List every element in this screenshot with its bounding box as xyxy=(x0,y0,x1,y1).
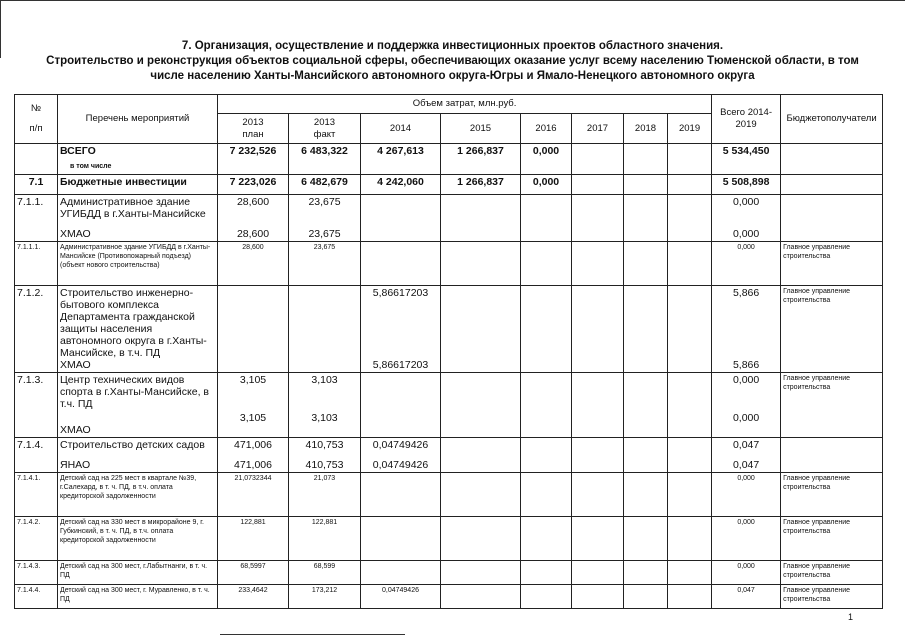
table-row-total xyxy=(15,144,883,175)
row-total: 0,000 xyxy=(712,517,781,561)
row-2016 xyxy=(521,473,572,517)
row-2019 xyxy=(668,373,712,438)
row-2013-fact: 173,212 xyxy=(289,585,361,609)
row-2015 xyxy=(441,242,521,286)
header-recipients: Бюджетополучатели xyxy=(781,95,883,144)
title-line-3: числе населению Ханты-Мансийского автономного округа-Югры и Ямало-Ненецкого автономного округа xyxy=(150,70,755,82)
row-name: Центр технических видов спорта в г.Ханты-Мансийске, в т.ч. ПД ХМАО xyxy=(58,373,218,438)
table-row-7-1-1-1 xyxy=(15,242,883,286)
row-2018 xyxy=(624,175,668,195)
row-recipient: Главное управление строительства xyxy=(781,373,883,438)
row-num: 7.1.4.3. xyxy=(15,561,58,585)
row-2014: 5,86617203 5,86617203 xyxy=(361,286,441,373)
row-2017 xyxy=(572,373,624,438)
row-2019 xyxy=(668,144,712,175)
row-2013-fact: 6 482,679 xyxy=(289,175,361,195)
header-2015: 2015 xyxy=(441,114,521,144)
row-2016 xyxy=(521,517,572,561)
row-2014: 0,04749426 0,04749426 xyxy=(361,438,441,473)
row-2013-plan: 68,5997 xyxy=(218,561,289,585)
row-2018 xyxy=(624,286,668,373)
row-2014: 0,04749426 xyxy=(361,585,441,609)
row-2013-plan: 233,4642 xyxy=(218,585,289,609)
row-2014: 4 267,613 xyxy=(361,144,441,175)
row-2016: 0,000 xyxy=(521,175,572,195)
budget-table xyxy=(14,94,883,609)
row-2015 xyxy=(441,286,521,373)
header-total: Всего 2014- 2019 xyxy=(712,95,781,144)
header-2014: 2014 xyxy=(361,114,441,144)
row-num: 7.1.3. xyxy=(15,373,58,438)
title-line-1: 7. Организация, осуществление и поддержка инвестиционных проектов областного значения. xyxy=(181,40,724,52)
row-2014 xyxy=(361,517,441,561)
table-row-7-1 xyxy=(15,175,883,195)
row-total: 0,000 xyxy=(712,473,781,517)
row-total: 5 534,450 xyxy=(712,144,781,175)
row-2013-plan: 21,0732344 xyxy=(218,473,289,517)
row-2018 xyxy=(624,242,668,286)
row-2017 xyxy=(572,517,624,561)
row-2013-plan: 28,600 xyxy=(218,242,289,286)
row-recipient: Главное управление строительства xyxy=(781,286,883,373)
row-2016 xyxy=(521,438,572,473)
row-num: 7.1 xyxy=(15,175,58,195)
header-2019: 2019 xyxy=(668,114,712,144)
row-num: 7.1.1.1. xyxy=(15,242,58,286)
row-total: 5 508,898 xyxy=(712,175,781,195)
row-2017 xyxy=(572,585,624,609)
row-total: 0,047 0,047 xyxy=(712,438,781,473)
row-2013-fact: 6 483,322 xyxy=(289,144,361,175)
row-2013-fact: 122,881 xyxy=(289,517,361,561)
row-2013-plan: 122,881 xyxy=(218,517,289,561)
row-name: Строительство инженерно-бытового комплекса Департамента гражданской защиты населения автономного округа в г.Ханты-Мансийске, в т.ч. ПД ХМАО xyxy=(58,286,218,373)
row-2015 xyxy=(441,517,521,561)
row-2017 xyxy=(572,144,624,175)
row-2015 xyxy=(441,473,521,517)
row-recipient: Главное управление строительства xyxy=(781,561,883,585)
row-2019 xyxy=(668,561,712,585)
row-2017 xyxy=(572,175,624,195)
row-2017 xyxy=(572,195,624,242)
scan-top-rule xyxy=(0,0,905,1)
row-2018 xyxy=(624,373,668,438)
row-2016 xyxy=(521,286,572,373)
row-2015: 1 266,837 xyxy=(441,175,521,195)
row-2017 xyxy=(572,438,624,473)
row-recipient xyxy=(781,144,883,175)
row-2019 xyxy=(668,517,712,561)
row-total: 0,000 xyxy=(712,242,781,286)
row-2017 xyxy=(572,242,624,286)
row-2015: 1 266,837 xyxy=(441,144,521,175)
row-num: 7.1.4. xyxy=(15,438,58,473)
row-2019 xyxy=(668,585,712,609)
row-2016 xyxy=(521,561,572,585)
table-row-7-1-4-1 xyxy=(15,473,883,517)
row-2014: 4 242,060 xyxy=(361,175,441,195)
row-2015 xyxy=(441,585,521,609)
row-2014 xyxy=(361,195,441,242)
row-2016: 0,000 xyxy=(521,144,572,175)
row-2019 xyxy=(668,175,712,195)
row-2013-plan: 471,006 471,006 xyxy=(218,438,289,473)
row-2013-fact: 23,675 xyxy=(289,242,361,286)
row-recipient xyxy=(781,195,883,242)
row-2013-plan: 28,600 28,600 xyxy=(218,195,289,242)
row-2013-fact: 68,599 xyxy=(289,561,361,585)
row-2018 xyxy=(624,561,668,585)
row-2016 xyxy=(521,373,572,438)
row-2018 xyxy=(624,195,668,242)
row-2019 xyxy=(668,473,712,517)
row-2015 xyxy=(441,438,521,473)
row-recipient: Главное управление строительства xyxy=(781,473,883,517)
row-2013-plan: 7 223,026 xyxy=(218,175,289,195)
row-2013-fact: 21,073 xyxy=(289,473,361,517)
row-2013-fact: 3,103 3,103 xyxy=(289,373,361,438)
header-measures: Перечень мероприятий xyxy=(58,95,218,144)
row-2019 xyxy=(668,286,712,373)
footer-rule xyxy=(220,634,405,635)
row-recipient xyxy=(781,175,883,195)
row-name: Детский сад на 330 мест в микрорайоне 9, г. Губкинский, в т. ч. ПД, в т.ч. оплата кредиторской задолженности xyxy=(58,517,218,561)
header-2017: 2017 xyxy=(572,114,624,144)
row-name: Бюджетные инвестиции xyxy=(58,175,218,195)
row-2013-plan: 7 232,526 xyxy=(218,144,289,175)
row-2013-plan: 3,105 3,105 xyxy=(218,373,289,438)
header-2013-plan: 2013 план xyxy=(218,114,289,144)
row-recipient: Главное управление строительства xyxy=(781,242,883,286)
row-total: 5,866 5,866 xyxy=(712,286,781,373)
row-total: 0,000 0,000 xyxy=(712,373,781,438)
row-num: 7.1.1. xyxy=(15,195,58,242)
row-2013-fact: 23,675 23,675 xyxy=(289,195,361,242)
row-2015 xyxy=(441,373,521,438)
row-recipient xyxy=(781,438,883,473)
row-name: Детский сад на 300 мест, г.Лабытнанги, в т. ч. ПД xyxy=(58,561,218,585)
header-2016: 2016 xyxy=(521,114,572,144)
row-2018 xyxy=(624,585,668,609)
row-2018 xyxy=(624,438,668,473)
table-row-7-1-3 xyxy=(15,373,883,438)
row-2016 xyxy=(521,242,572,286)
row-2019 xyxy=(668,438,712,473)
row-2014 xyxy=(361,242,441,286)
row-2017 xyxy=(572,286,624,373)
header-2018: 2018 xyxy=(624,114,668,144)
row-total: 0,000 xyxy=(712,561,781,585)
table-row-7-1-4 xyxy=(15,438,883,473)
row-2013-fact xyxy=(289,286,361,373)
row-num: 7.1.4.4. xyxy=(15,585,58,609)
row-num: 7.1.2. xyxy=(15,286,58,373)
row-num xyxy=(15,144,58,175)
scan-left-edge xyxy=(0,0,1,58)
row-2015 xyxy=(441,195,521,242)
row-2015 xyxy=(441,561,521,585)
table-row-7-1-4-3 xyxy=(15,561,883,585)
row-2018 xyxy=(624,144,668,175)
row-2016 xyxy=(521,195,572,242)
row-2014 xyxy=(361,561,441,585)
row-2018 xyxy=(624,517,668,561)
row-recipient: Главное управление строительства xyxy=(781,585,883,609)
row-2019 xyxy=(668,242,712,286)
document-title xyxy=(10,39,895,84)
row-num: 7.1.4.2. xyxy=(15,517,58,561)
row-total: 0,047 xyxy=(712,585,781,609)
table-row-7-1-4-2 xyxy=(15,517,883,561)
table-row-7-1-1 xyxy=(15,195,883,242)
table-row-7-1-4-4 xyxy=(15,585,883,609)
row-2019 xyxy=(668,195,712,242)
row-2017 xyxy=(572,561,624,585)
row-2013-plan xyxy=(218,286,289,373)
row-2013-fact: 410,753 410,753 xyxy=(289,438,361,473)
row-2016 xyxy=(521,585,572,609)
row-name: Административное здание УГИБДД в г.Ханты-Мансийске (Противопожарный подъезд) (объект нового строительства) xyxy=(58,242,218,286)
table-row-7-1-2 xyxy=(15,286,883,373)
row-2014 xyxy=(361,473,441,517)
row-2017 xyxy=(572,473,624,517)
header-row-1 xyxy=(15,95,883,114)
row-name: Административное здание УГИБДД в г.Ханты-Мансийске ХМАО xyxy=(58,195,218,242)
row-name: Детский сад на 300 мест, г. Муравленко, в т. ч. ПД xyxy=(58,585,218,609)
row-recipient: Главное управление строительства xyxy=(781,517,883,561)
row-name: Детский сад на 225 мест в квартале №39, г.Салехард, в т. ч. ПД, в т.ч. оплата кредиторской задолженности xyxy=(58,473,218,517)
row-name: ВСЕГО в том числе xyxy=(58,144,218,175)
header-2013-fact: 2013 факт xyxy=(289,114,361,144)
row-total: 0,000 0,000 xyxy=(712,195,781,242)
row-name: Строительство детских садов ЯНАО xyxy=(58,438,218,473)
row-2018 xyxy=(624,473,668,517)
header-num: № п/п xyxy=(15,95,58,144)
title-line-2: Строительство и реконструкция объектов социальной сферы, обеспечивающих оказание услуг всему населению Тюменской области, в том xyxy=(46,55,859,67)
row-2014 xyxy=(361,373,441,438)
header-cost: Объем затрат, млн.руб. xyxy=(218,95,712,114)
page-number: 1 xyxy=(847,612,853,622)
row-num: 7.1.4.1. xyxy=(15,473,58,517)
